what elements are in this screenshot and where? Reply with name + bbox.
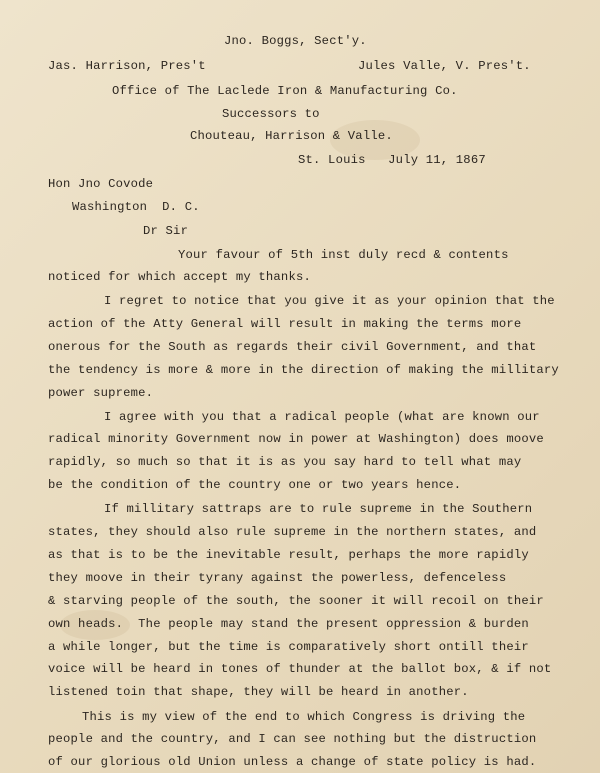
body-line: action of the Atty General will result in making the terms more [48, 317, 522, 331]
body-line: a while longer, but the time is comparatively short ontill their [48, 640, 529, 654]
office-line: Office of The Laclede Iron & Manufacturing Co. [112, 84, 458, 98]
body-line: be the condition of the country one or two years hence. [48, 478, 462, 492]
body-line: & starving people of the south, the sooner it will recoil on their [48, 594, 544, 608]
body-line: of our glorious old Union unless a change of state policy is had. [48, 755, 537, 769]
body-line: voice will be heard in tones of thunder at the ballot box, & if not [48, 662, 552, 676]
vice-president-line: Jules Valle, V. Pres't. [358, 59, 531, 73]
body-line: the tendency is more & more in the direction of making the millitary [48, 363, 559, 377]
body-line: This is my view of the end to which Congress is driving the [82, 710, 526, 724]
recipient-location: Washington D. C. [72, 200, 200, 214]
body-line: I regret to notice that you give it as your opinion that the [104, 294, 555, 308]
salutation: Dr Sir [143, 224, 189, 238]
body-line: own heads. The people may stand the present oppression & burden [48, 617, 529, 631]
body-line: If millitary sattraps are to rule supreme in the Southern [104, 502, 533, 516]
body-line: onerous for the South as regards their civil Government, and that [48, 340, 537, 354]
body-line: I agree with you that a radical people (what are known our [104, 410, 540, 424]
body-line: Your favour of 5th inst duly recd & contents [178, 248, 509, 262]
recipient-name: Hon Jno Covode [48, 177, 154, 191]
body-line: as that is to be the inevitable result, perhaps the more rapidly [48, 548, 529, 562]
body-line: people and the country, and I can see nothing but the distruction [48, 732, 537, 746]
president-line: Jas. Harrison, Pres't [48, 59, 206, 73]
dateline: St. Louis July 11, 1867 [298, 153, 486, 167]
body-line: radical minority Government now in power at Washington) does moove [48, 432, 544, 446]
body-line: states, they should also rule supreme in the northern states, and [48, 525, 537, 539]
body-line: noticed for which accept my thanks. [48, 270, 311, 284]
body-line: rapidly, so much so that it is as you say hard to tell what may [48, 455, 522, 469]
body-line: they moove in their tyrany against the powerless, defenceless [48, 571, 507, 585]
secretary-line: Jno. Boggs, Sect'y. [224, 34, 367, 48]
firm-line: Chouteau, Harrison & Valle. [190, 129, 393, 143]
successors-line: Successors to [222, 107, 320, 121]
body-line: power supreme. [48, 386, 154, 400]
body-line: listened toin that shape, they will be heard in another. [48, 685, 469, 699]
